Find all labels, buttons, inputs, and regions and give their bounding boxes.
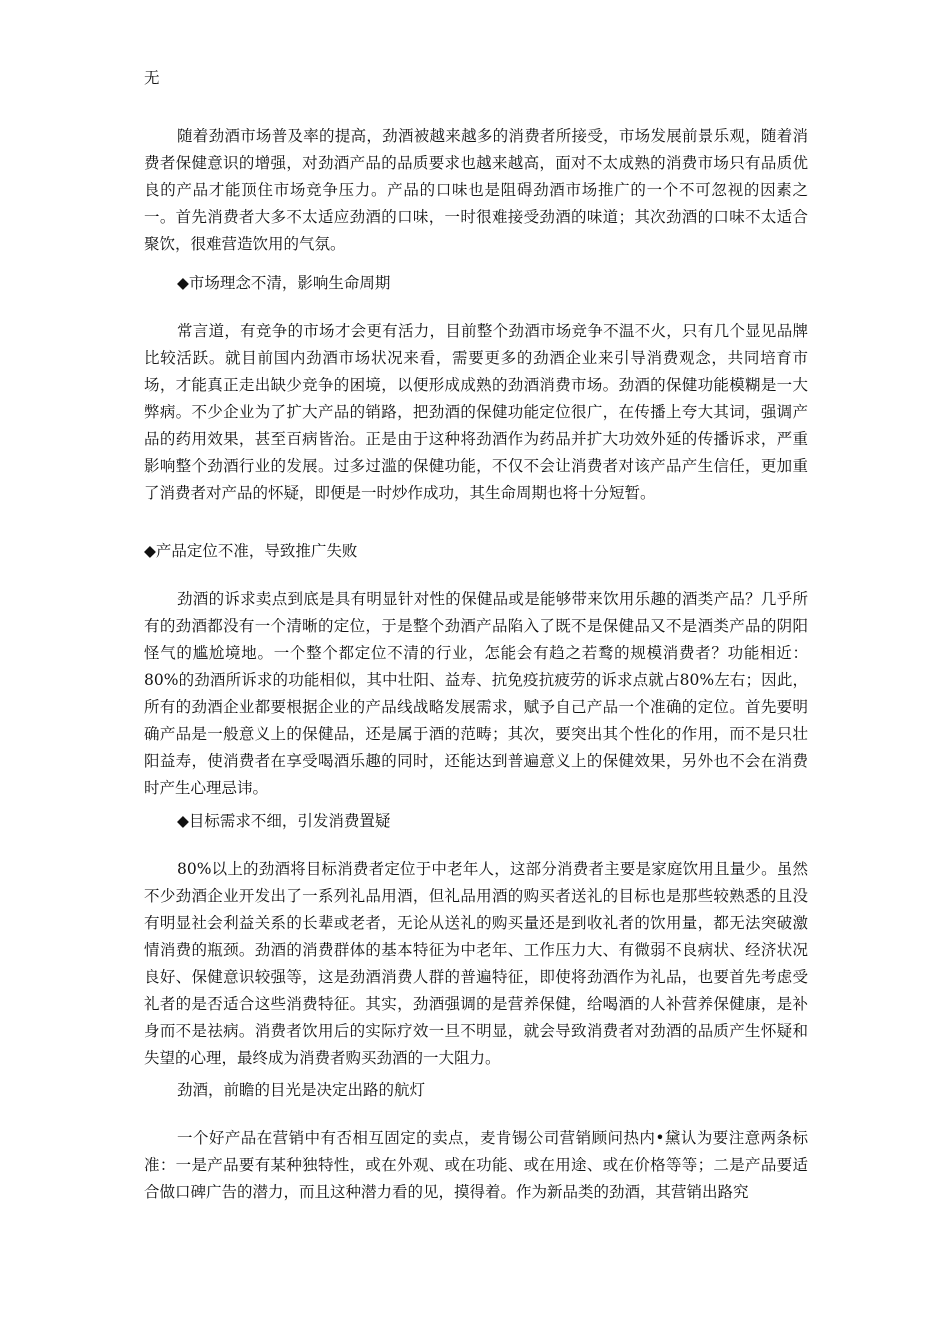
page-header: 无 — [144, 69, 160, 87]
paragraph-positioning-issues: 劲酒的诉求卖点到底是具有明显针对性的保健品或是能够带来饮用乐趣的酒类产品？几乎所有的劲酒都没有一个清晰的定位，于是整个劲酒产品陷入了既不是保健品又不是酒类产品的阴阳怪气的尴尬境地。一个整个都定位不清的行业，怎能会有趋之若鹜的规模消费者？功能相近：80%的劲酒所诉求的功能相似，其中壮阳、益寿、抗免疫抗疲劳的诉求点就占80%左右；因此，所有的劲酒企业都要根据企业的产品线战略发展需求，赋予自己产品一个准确的定位。首先要明确产品是一般意义上的保健品，还是属于酒的范畴；其次，要突出其个性化的作用，而不是只壮阳益寿，使消费者在享受喝酒乐趣的同时，还能达到普遍意义上的保健效果，另外也不会在消费时产生心理忌讳。 — [144, 590, 808, 797]
paragraph-selling-points: 一个好产品在营销中有否相互固定的卖点，麦肯锡公司营销顾问热内•黛认为要注意两条标准：一是产品要有某种独特性，或在外观、或在功能、或在用途、或在价格等等；二是产品要适合做口碑广告的潜力，而且这种潜力看的见，摸得着。作为新品类的劲酒，其营销出路究 — [144, 1129, 808, 1201]
paragraph-market-competition: 常言道，有竞争的市场才会更有活力，目前整个劲酒市场竞争不温不火，只有几个显见品牌比较活跃。就目前国内劲酒市场状况来看，需要更多的劲酒企业来引导消费观念，共同培育市场，才能真正走出缺少竞争的困境，以便形成成熟的劲酒消费市场。劲酒的保健功能模糊是一大弊病。不少企业为了扩大产品的销路，把劲酒的保健功能定位很广，在传播上夸大其词，强调产品的药用效果，甚至百病皆治。正是由于这种将劲酒作为药品并扩大功效外延的传播诉求，严重影响整个劲酒行业的发展。过多过滥的保健功能，不仅不会让消费者对该产品产生信任，更加重了消费者对产品的怀疑，即便是一时炒作成功，其生命周期也将十分短暂。 — [144, 322, 808, 502]
section-heading-product-positioning: ◆产品定位不准，导致推广失败 — [144, 542, 358, 560]
paragraph-target-consumers: 80%以上的劲酒将目标消费者定位于中老年人，这部分消费者主要是家庭饮用且量少。虽然不少劲酒企业开发出了一系列礼品用酒，但礼品用酒的购买者送礼的目标也是那些较熟悉的且没有明显社会利益关系的长辈或老者，无论从送礼的购买量还是到收礼者的饮用量，都无法突破激情消费的瓶颈。劲酒的消费群体的基本特征为中老年、工作压力大、有微弱不良病状、经济状况良好、保健意识较强等，这是劲酒消费人群的普遍特征，即使将劲酒作为礼品，也要首先考虑受礼者的是否适合这些消费特征。其实，劲酒强调的是营养保健，给喝酒的人补营养保健康，是补身而不是祛病。消费者饮用后的实际疗效一旦不明显，就会导致消费者对劲酒的品质产生怀疑和失望的心理，最终成为消费者购买劲酒的一大阻力。 — [144, 860, 808, 1067]
section-heading-market-concept: ◆市场理念不清，影响生命周期 — [177, 274, 391, 292]
section-heading-outlook: 劲酒，前瞻的目光是决定出路的航灯 — [177, 1081, 426, 1099]
paragraph-market-acceptance: 随着劲酒市场普及率的提高，劲酒被越来越多的消费者所接受，市场发展前景乐观，随着消费者保健意识的增强，对劲酒产品的品质要求也越来越高，面对不太成熟的消费市场只有品质优良的产品才能顶住市场竞争压力。产品的口味也是阻碍劲酒市场推广的一个不可忽视的因素之一。首先消费者大多不太适应劲酒的口味，一时很难接受劲酒的味道；其次劲酒的口味不太适合聚饮，很难营造饮用的气氛。 — [144, 127, 808, 253]
section-heading-target-demand: ◆目标需求不细，引发消费置疑 — [177, 812, 391, 830]
